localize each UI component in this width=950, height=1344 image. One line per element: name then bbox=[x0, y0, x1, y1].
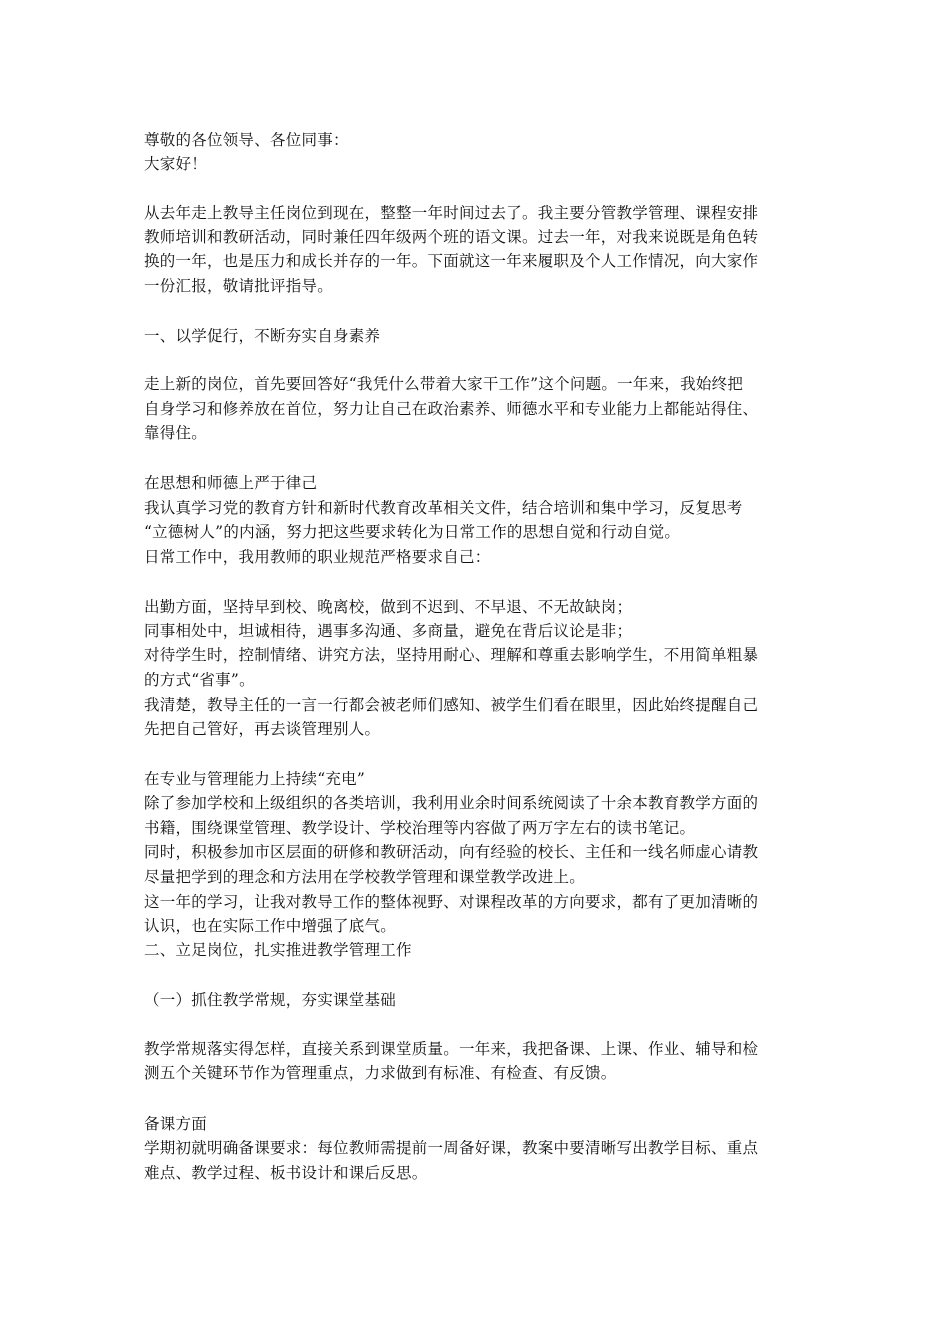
paragraph-line: “立德树人”的内涵，努力把这些要求转化为日常工作的思想自觉和行动自觉。 bbox=[144, 523, 681, 541]
paragraph-line: 测五个关键环节作为管理重点，力求做到有标准、有检查、有反馈。 bbox=[144, 1064, 617, 1082]
paragraph-line: 教师培训和教研活动，同时兼任四年级两个班的语文课。过去一年，对我来说既是角色转 bbox=[144, 228, 759, 246]
paragraph-line: 的方式“省事”。 bbox=[144, 671, 255, 689]
paragraph-line: 自身学习和修养放在首位，努力让自己在政治素养、师德水平和专业能力上都能站得住、 bbox=[144, 400, 759, 418]
subsection-heading: 备课方面 bbox=[144, 1115, 208, 1133]
paragraph-line: 走上新的岗位，首先要回答好“我凭什么带着大家干工作”这个问题。一年来，我始终把 bbox=[144, 375, 744, 393]
paragraph-line: 我清楚，教导主任的一言一行都会被老师们感知、被学生们看在眼里，因此始终提醒自己 bbox=[144, 696, 759, 714]
paragraph-line: 这一年的学习，让我对教导工作的整体视野、对课程改革的方向要求，都有了更加清晰的 bbox=[144, 893, 759, 911]
paragraph-line: 先把自己管好，再去谈管理别人。 bbox=[144, 720, 381, 738]
subsection-heading: 在思想和师德上严于律己 bbox=[144, 474, 318, 492]
paragraph-line: 教学常规落实得怎样，直接关系到课堂质量。一年来，我把备课、上课、作业、辅导和检 bbox=[144, 1040, 759, 1058]
paragraph-line: 书籍，围绕课堂管理、教学设计、学校治理等内容做了两万字左右的读书笔记。 bbox=[144, 819, 696, 837]
paragraph-line: 一份汇报，敬请批评指导。 bbox=[144, 277, 334, 295]
subsection-heading: 在专业与管理能力上持续“充电” bbox=[144, 770, 366, 788]
subsection-heading: （一）抓住教学常规，夯实课堂基础 bbox=[144, 991, 397, 1009]
section-heading: 二、立足岗位，扎实推进教学管理工作 bbox=[144, 941, 412, 959]
paragraph-line: 我认真学习党的教育方针和新时代教育改革相关文件，结合培训和集中学习，反复思考 bbox=[144, 499, 743, 517]
section-heading: 一、以学促行，不断夯实自身素养 bbox=[144, 327, 381, 345]
paragraph-line: 同事相处中，坦诚相待，遇事多沟通、多商量，避免在背后议论是非； bbox=[144, 622, 633, 640]
paragraph-line: 同时，积极参加市区层面的研修和教研活动，向有经验的校长、主任和一线名师虚心请教 bbox=[144, 843, 759, 861]
paragraph-line: 尽量把学到的理念和方法用在学校教学管理和课堂教学改进上。 bbox=[144, 868, 586, 886]
paragraph-line: 认识，也在实际工作中增强了底气。 bbox=[144, 917, 397, 935]
paragraph-line: 出勤方面，坚持早到校、晚离校，做到不迟到、不早退、不无故缺岗； bbox=[144, 598, 633, 616]
paragraph-line: 从去年走上教导主任岗位到现在，整整一年时间过去了。我主要分管教学管理、课程安排 bbox=[144, 204, 759, 222]
paragraph-line: 学期初就明确备课要求：每位教师需提前一周备好课，教案中要清晰写出教学目标、重点 bbox=[144, 1139, 759, 1157]
paragraph-line: 难点、教学过程、板书设计和课后反思。 bbox=[144, 1164, 428, 1182]
greeting-line: 大家好！ bbox=[144, 155, 208, 173]
paragraph-line: 除了参加学校和上级组织的各类培训，我利用业余时间系统阅读了十余本教育教学方面的 bbox=[144, 794, 759, 812]
paragraph-line: 对待学生时，控制情绪、讲究方法，坚持用耐心、理解和尊重去影响学生，不用简单粗暴 bbox=[144, 646, 759, 664]
paragraph-line: 换的一年，也是压力和成长并存的一年。下面就这一年来履职及个人工作情况，向大家作 bbox=[144, 252, 759, 270]
salutation-line: 尊敬的各位领导、各位同事： bbox=[144, 131, 349, 149]
paragraph-line: 靠得住。 bbox=[144, 424, 208, 442]
paragraph-line: 日常工作中，我用教师的职业规范严格要求自己： bbox=[144, 548, 491, 566]
